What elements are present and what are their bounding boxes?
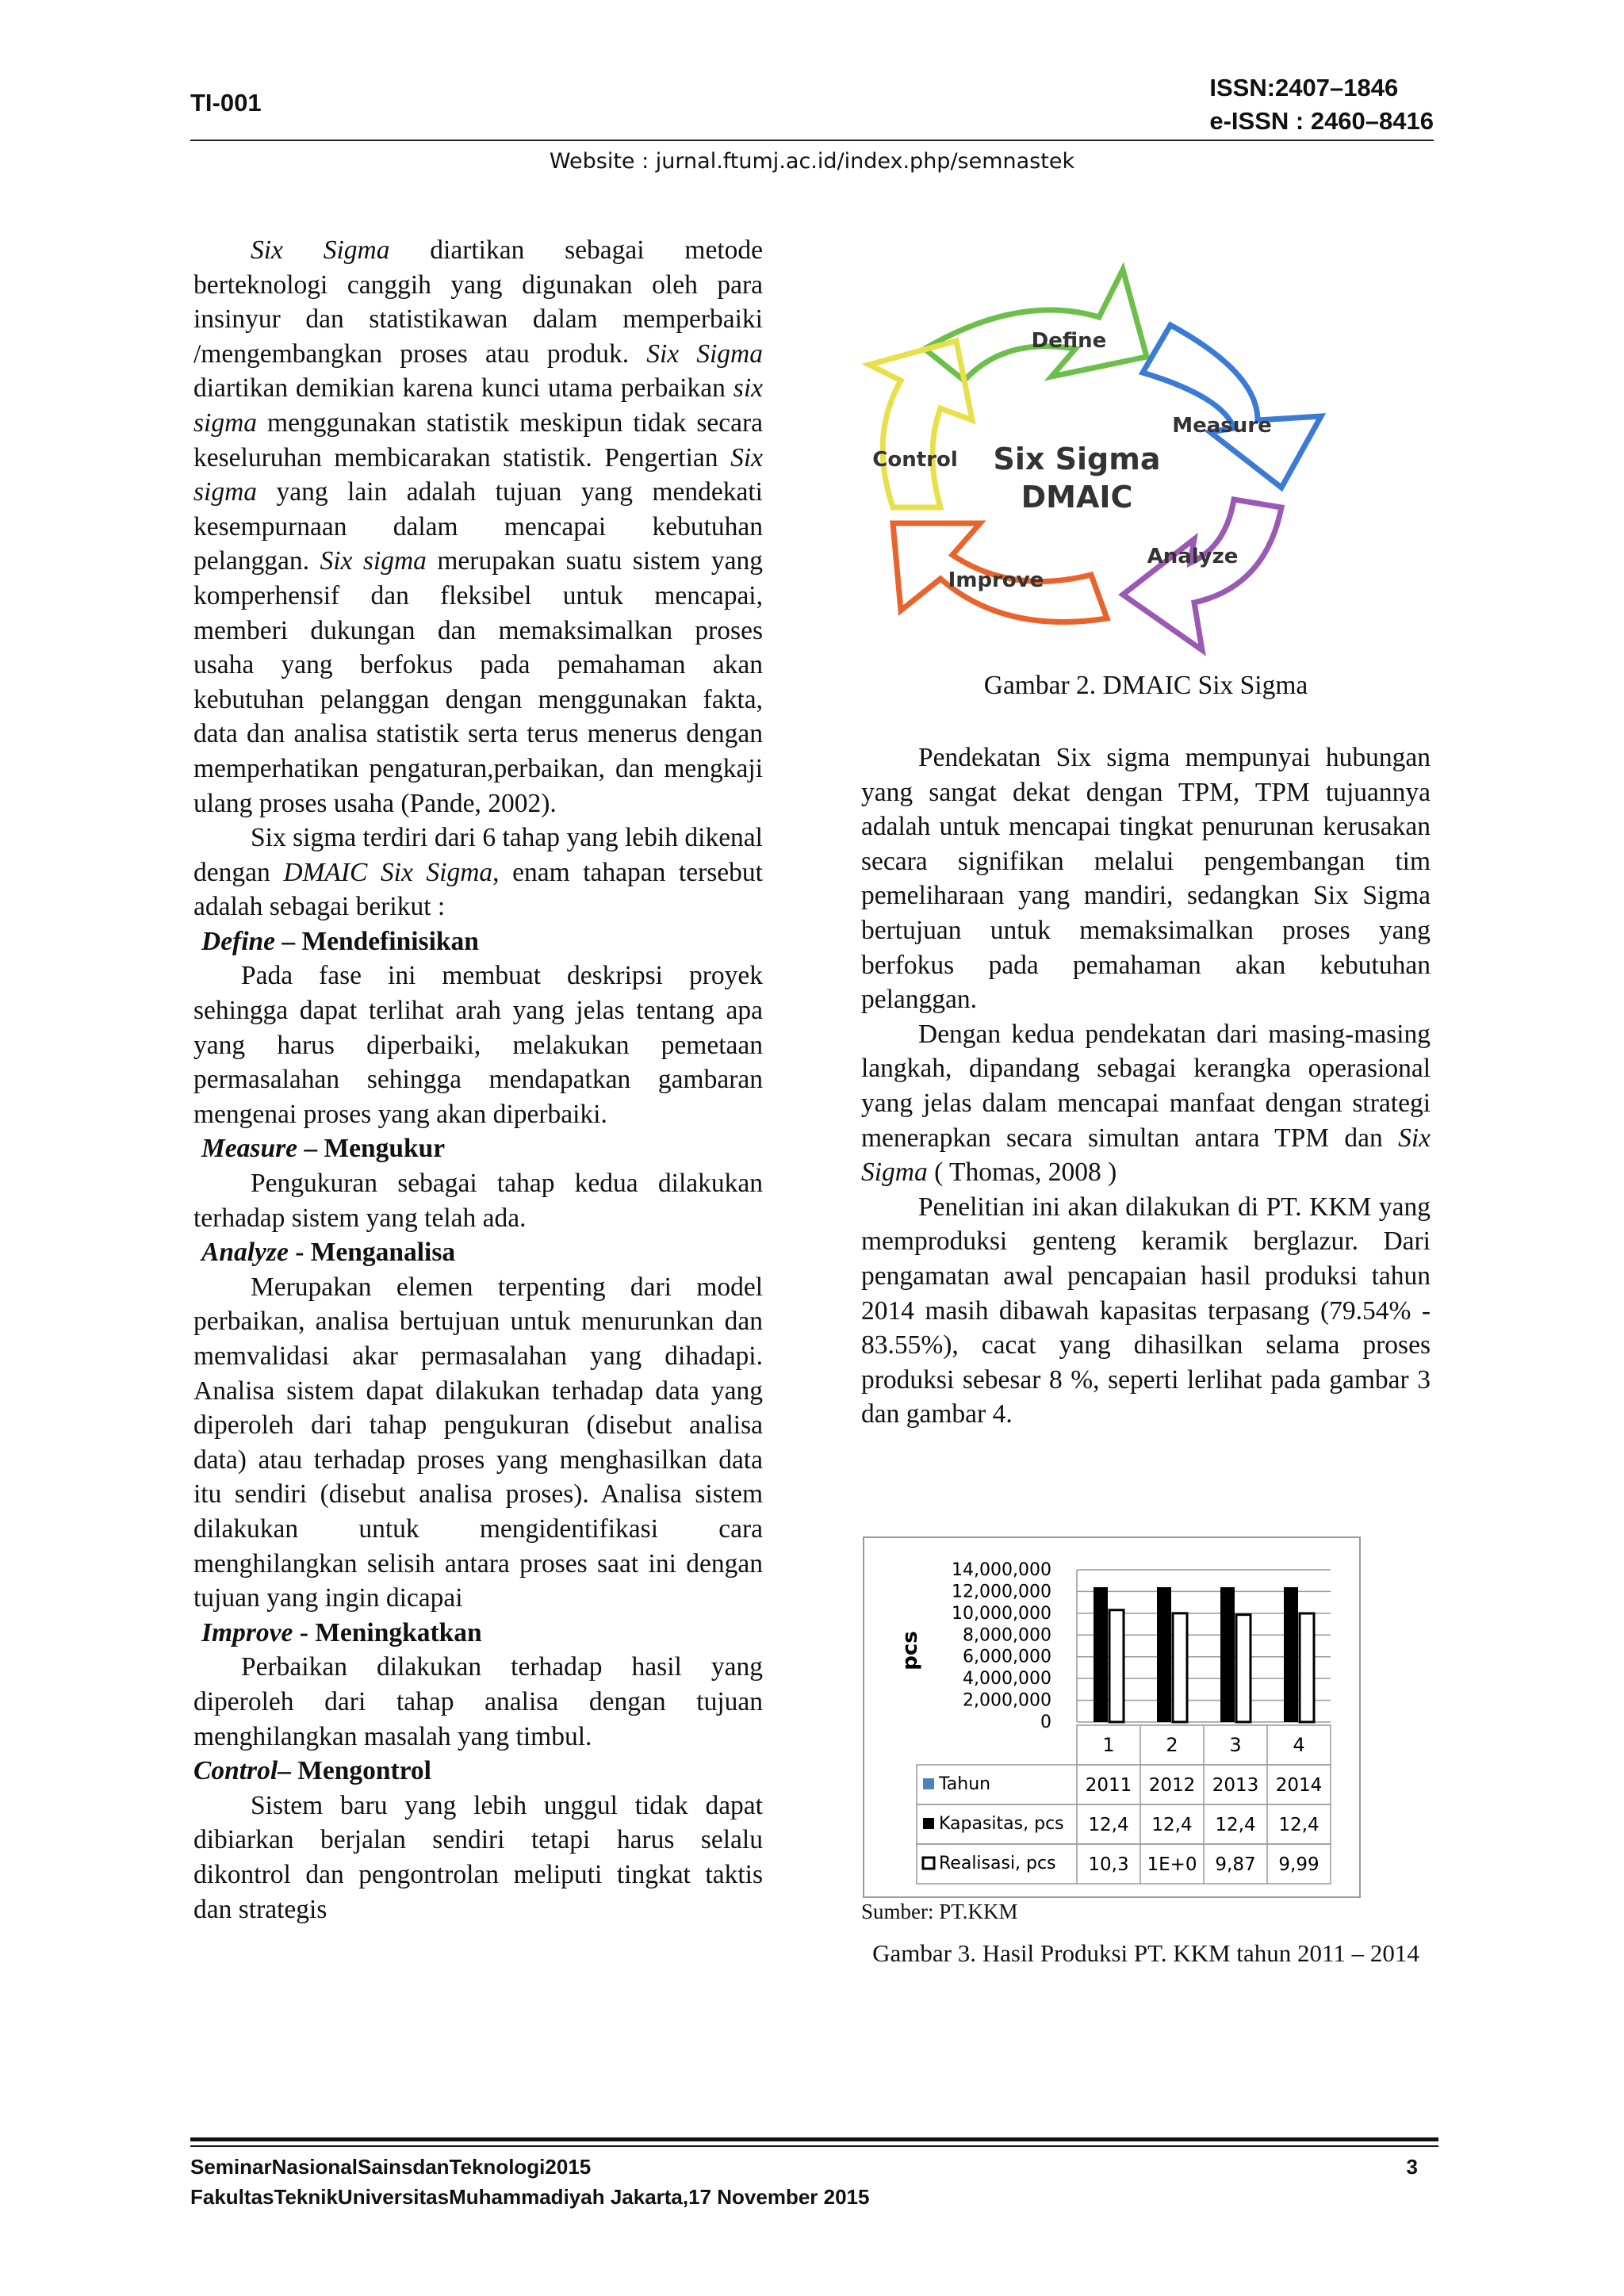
table-cell: 9,99 xyxy=(1278,1854,1320,1875)
bar-kapasitas xyxy=(1157,1587,1171,1722)
x-category-label: 3 xyxy=(1229,1734,1242,1756)
improve-label: Improve xyxy=(948,568,1044,592)
left-column xyxy=(193,233,763,1927)
table-cell: 2013 xyxy=(1212,1775,1259,1796)
y-tick-label: 14,000,000 xyxy=(952,1560,1051,1580)
y-tick-label: 12,000,000 xyxy=(952,1582,1051,1602)
footer-rule-thin xyxy=(190,2145,1438,2147)
center-title-line2: DMAIC xyxy=(1021,480,1133,515)
dmaic-cycle-diagram xyxy=(861,262,1337,658)
paragraph-research: Penelitian ini akan dilakukan di PT. KKM yang memproduksi genteng keramik berglazur. Dari pengamatan awal pencapaian hasil produksi tahun 2014 masih dibawah kapasitas terpasang (79.54% - 83.55%), cacat yang dihasilkan selama proses produksi sebesar 8 %, seperti lerlihat pada gambar 3 dan gambar 4. xyxy=(861,1192,1431,1429)
y-tick-label: 0 xyxy=(1040,1712,1051,1732)
y-tick-label: 8,000,000 xyxy=(963,1625,1051,1646)
issn: ISSN:2407–1846 xyxy=(1209,74,1399,101)
figure-2-caption: Gambar 2. DMAIC Six Sigma xyxy=(983,671,1308,700)
bar-realisasi xyxy=(1173,1613,1187,1722)
table-cell: 12,4 xyxy=(1215,1815,1256,1835)
table-cell: 12,4 xyxy=(1278,1815,1320,1835)
page-number: 3 xyxy=(1406,2155,1418,2179)
x-category-label: 2 xyxy=(1166,1734,1178,1756)
paragraph-tpm: Pendekatan Six sigma mempunyai hubungan yang sangat dekat dengan TPM, TPM tujuannya adalah untuk mencapai tingkat penurunan kerusakan secara signifikan melalui pengembangan tim pemeliharaan yang mandiri, sedangkan Six Sigma bertujuan untuk memaksimalkan proses yang berfokus pada pemahaman akan kebutuhan pelanggan. xyxy=(861,743,1431,1015)
section-measure-heading: Measure – Mengukur xyxy=(201,1134,446,1164)
bar-realisasi xyxy=(1109,1610,1124,1722)
measure-label: Measure xyxy=(1172,414,1272,438)
paper-code: TI-001 xyxy=(190,89,262,117)
bar-kapasitas xyxy=(1094,1587,1108,1722)
y-tick-label: 6,000,000 xyxy=(963,1647,1051,1667)
bar-realisasi xyxy=(1300,1613,1314,1722)
section-control-heading: Control– Mengontrol xyxy=(193,1756,431,1786)
table-cell: 12,4 xyxy=(1151,1815,1193,1835)
bar-realisasi xyxy=(1236,1615,1251,1722)
section-measure-text: Pengukuran sebagai tahap kedua dilakukan terhadap sistem yang telah ada. xyxy=(193,1169,763,1233)
section-define-heading: Define – Mendefinisikan xyxy=(201,926,479,956)
table-cell: 1E+0 xyxy=(1147,1854,1197,1875)
header-rule xyxy=(190,140,1434,141)
paragraph-dmaic-intro: Six sigma terdiri dari 6 tahap yang lebih dikenal dengan DMAIC Six Sigma, enam tahapan tersebut adalah sebagai berikut : xyxy=(193,823,763,922)
legend-label: Tahun xyxy=(939,1774,991,1794)
table-cell: 2014 xyxy=(1275,1775,1323,1796)
measure-arrow xyxy=(1143,325,1321,488)
analyze-label: Analyze xyxy=(1147,545,1239,568)
define-arrow xyxy=(925,270,1147,381)
production-chart-frame xyxy=(863,1536,1361,1898)
website-line: Website : jurnal.ftumj.ac.id/index.php/semnastek xyxy=(549,149,1075,174)
control-label: Control xyxy=(872,448,958,472)
center-title-line1: Six Sigma xyxy=(993,442,1161,476)
y-axis-label: pcs xyxy=(898,1631,922,1670)
section-improve-heading: Improve - Meningkatkan xyxy=(201,1617,482,1647)
bar-kapasitas xyxy=(1284,1587,1298,1722)
chart-source: Sumber: PT.KKM xyxy=(861,1900,1018,1923)
legend-swatch xyxy=(923,1858,934,1869)
legend-swatch xyxy=(923,1818,934,1829)
footer-seminar: SeminarNasionalSainsdanTeknologi2015 xyxy=(190,2155,592,2179)
legend-label: Realisasi, pcs xyxy=(939,1854,1056,1873)
figure-3-caption: Gambar 3. Hasil Produksi PT. KKM tahun 2011 – 2014 xyxy=(872,1939,1419,1967)
x-category-label: 4 xyxy=(1293,1734,1305,1756)
production-chart xyxy=(864,1538,1359,1896)
define-label: Define xyxy=(1031,329,1107,353)
x-category-label: 1 xyxy=(1102,1734,1115,1756)
y-tick-label: 10,000,000 xyxy=(952,1603,1051,1624)
control-arrow xyxy=(869,341,972,507)
right-column xyxy=(861,740,1431,1432)
table-cell: 2012 xyxy=(1148,1775,1196,1796)
section-define-text: Pada fase ini membuat deskripsi proyek sehingga dapat terlihat arah yang jelas tentang apa yang harus diperbaiki, melakukan pemetaan permasalahan sehingga mendapatkan gambaran mengenai proses yang akan diperbaiki. xyxy=(193,961,763,1129)
section-analyze-heading: Analyze - Menganalisa xyxy=(201,1238,456,1268)
footer-faculty: FakultasTeknikUniversitasMuhammadiyah Jakarta,17 November 2015 xyxy=(190,2185,870,2209)
table-cell: 9,87 xyxy=(1215,1854,1256,1875)
issn-block xyxy=(1209,71,1434,138)
analyze-arrow xyxy=(1123,499,1281,650)
bar-kapasitas xyxy=(1220,1587,1235,1722)
table-cell: 10,3 xyxy=(1088,1854,1129,1875)
paragraph-approach: Dengan kedua pendekatan dari masing-masing langkah, dipandang sebagai kerangka operasional yang jelas dalam mencapai manfaat dengan strategi menerapkan secara simultan antara TPM dan Six Sigma ( Thomas, 2008 ) xyxy=(861,1019,1431,1188)
section-analyze-text: Merupakan elemen terpenting dari model perbaikan, analisa bertujuan untuk menurunkan dan memvalidasi akar permasalahan yang dihadapi. Analisa sistem dapat dilakukan terhadap data yang diperoleh dari tahap pengukuran (disebut analisa data) atau terhadap proses yang menghasilkan data itu sendiri (disebut analisa proses). Analisa sistem dilakukan untuk mengidentifikasi cara menghilangkan selisih antara proses saat ini dengan tujuan yang ingin dicapai xyxy=(193,1272,763,1613)
y-tick-label: 2,000,000 xyxy=(963,1690,1051,1711)
section-improve-text: Perbaikan dilakukan terhadap hasil yang diperoleh dari tahap analisa dengan tujuan menghilangkan masalah yang timbul. xyxy=(193,1652,763,1751)
table-cell: 2011 xyxy=(1085,1775,1132,1796)
eissn: e-ISSN : 2460–8416 xyxy=(1209,107,1434,135)
footer-rule-thick xyxy=(190,2137,1438,2141)
y-tick-label: 4,000,000 xyxy=(963,1669,1051,1689)
section-control-text: Sistem baru yang lebih unggul tidak dapat dibiarkan berjalan sendiri tetapi harus selalu dikontrol dan pengontrolan meliputi tingkat taktis dan strategis xyxy=(193,1790,763,1924)
legend-swatch xyxy=(923,1778,934,1789)
legend-label: Kapasitas, pcs xyxy=(939,1814,1064,1834)
paragraph-six-sigma-definition: Six Sigma diartikan sebagai metode berteknologi canggih yang digunakan oleh para insinyur dan statistikawan dalam memperbaiki /mengembangkan proses atau produk. Six Sigma diartikan demikian karena kunci utama perbaikan six sigma menggunakan statistik meskipun tidak secara keseluruhan membicarakan statistik. Pengertian Six sigma yang lain adalah tujuan yang mendekati kesempurnaan dalam mencapai kebutuhan pelanggan. Six sigma merupakan suatu sistem yang komperhensif dan fleksibel untuk mencapai, memberi dukungan dan memaksimalkan proses usaha yang berfokus pada pemahaman akan kebutuhan pelanggan dengan menggunakan fakta, data dan analisa statistik serta terus menerus dengan memperhatikan pengaturan,perbaikan, dan mengkaji ulang proses usaha (Pande, 2002). xyxy=(193,235,763,818)
table-cell: 12,4 xyxy=(1088,1815,1129,1835)
